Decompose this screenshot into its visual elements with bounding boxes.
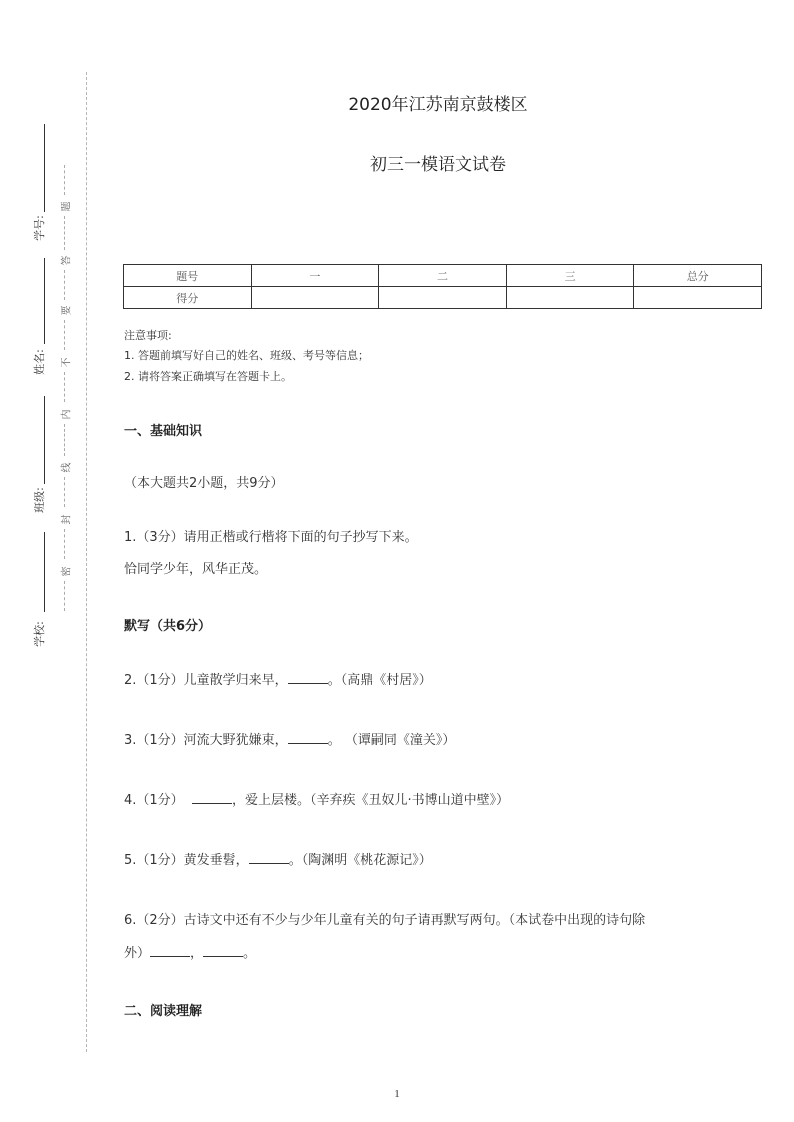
binding-dash-segment [64, 216, 65, 250]
class-label: 班级: [32, 487, 46, 513]
question-5-suffix: 。（陶渊明《桃花源记》） [288, 853, 432, 868]
question-6-suffix: 。 [243, 946, 257, 961]
binding-dash-segment [64, 581, 65, 611]
score-input-cell[interactable] [506, 287, 634, 309]
class-underline [44, 396, 45, 484]
binding-word-mi: 密 [61, 566, 73, 577]
score-input-cell[interactable] [634, 287, 762, 309]
question-3-suffix: 。 （谭嗣同《潼关》） [327, 733, 456, 748]
binding-dash-segment [64, 424, 65, 456]
score-cell: 一 [251, 265, 379, 287]
question-3-prefix: 3.（1分）河流大野犹嫌束， [124, 733, 288, 748]
question-3 [124, 729, 455, 748]
exam-title-line2: 初三一模语文试卷 [370, 155, 506, 175]
binding-dash-segment [64, 270, 65, 300]
student-id-label: 学号: [32, 215, 46, 241]
question-2 [124, 669, 432, 688]
name-label: 姓名: [32, 349, 46, 375]
school-label: 学校: [32, 621, 46, 647]
binding-word-nei: 内 [61, 409, 73, 420]
name-underline [44, 258, 45, 344]
binding-word-da: 答 [61, 255, 73, 266]
score-cell: 题号 [124, 265, 252, 287]
answer-blank[interactable] [192, 791, 232, 804]
answer-blank[interactable] [150, 944, 190, 957]
page-number: 1 [394, 1088, 400, 1100]
question-4-prefix: 4.（1分） [124, 793, 184, 808]
section2-heading: 二、阅读理解 [124, 1004, 203, 1019]
question-2-suffix: 。（高鼎《村居》） [327, 673, 432, 688]
question-2-prefix: 2.（1分）儿童散学归来早， [124, 673, 288, 688]
question-6-separator: ， [190, 946, 204, 961]
binding-word-ti: 题 [61, 201, 73, 212]
answer-blank[interactable] [288, 731, 328, 744]
score-table-score-row [124, 287, 762, 309]
notice-item-2: 2. 请将答案正确填写在答题卡上。 [124, 370, 292, 383]
dictation-heading: 默写（共6分） [124, 619, 212, 634]
question-1: 1.（3分）请用正楷或行楷将下面的句子抄写下来。 [124, 530, 418, 545]
question-6: 6.（2分）古诗文中还有不少与少年儿童有关的句子请再默写两句。（本试卷中出现的诗句除 [124, 913, 646, 928]
question-4-suffix: ，爱上层楼。（辛弃疾《丑奴儿·书博山道中壁》） [231, 793, 510, 808]
notice-item-1: 1. 答题前填写好自己的姓名、班级、考号等信息； [124, 349, 369, 362]
binding-word-feng: 封 [61, 514, 73, 525]
binding-word-bu: 不 [61, 357, 73, 368]
binding-dash-segment [64, 320, 65, 350]
question-5-prefix: 5.（1分）黄发垂髫， [124, 853, 249, 868]
score-input-cell[interactable] [251, 287, 379, 309]
binding-dashed-line [86, 72, 87, 1052]
question-6-continued [124, 942, 256, 961]
binding-word-xian: 线 [61, 462, 73, 473]
answer-blank[interactable] [203, 944, 243, 957]
binding-word-yao: 要 [61, 305, 73, 316]
score-cell: 三 [506, 265, 634, 287]
binding-dash-segment [64, 477, 65, 507]
score-input-cell[interactable] [379, 287, 507, 309]
binding-dash-segment [64, 372, 65, 402]
score-cell: 总分 [634, 265, 762, 287]
section1-description: （本大题共2小题，共9分） [124, 476, 284, 491]
score-cell: 二 [379, 265, 507, 287]
question-4 [124, 789, 509, 808]
score-table [123, 264, 762, 309]
section1-heading: 一、基础知识 [124, 424, 203, 439]
exam-title-line1: 2020年江苏南京鼓楼区 [348, 95, 528, 115]
notice-title: 注意事项: [124, 329, 172, 342]
score-table-header-row [124, 265, 762, 287]
answer-blank[interactable] [249, 851, 289, 864]
answer-blank[interactable] [288, 671, 328, 684]
question-5 [124, 849, 432, 868]
binding-dash-segment [64, 529, 65, 559]
score-cell: 得分 [124, 287, 252, 309]
question-1-text: 恰同学少年，风华正茂。 [124, 562, 268, 577]
question-6-prefix: 外） [124, 946, 151, 961]
school-underline [44, 532, 45, 612]
